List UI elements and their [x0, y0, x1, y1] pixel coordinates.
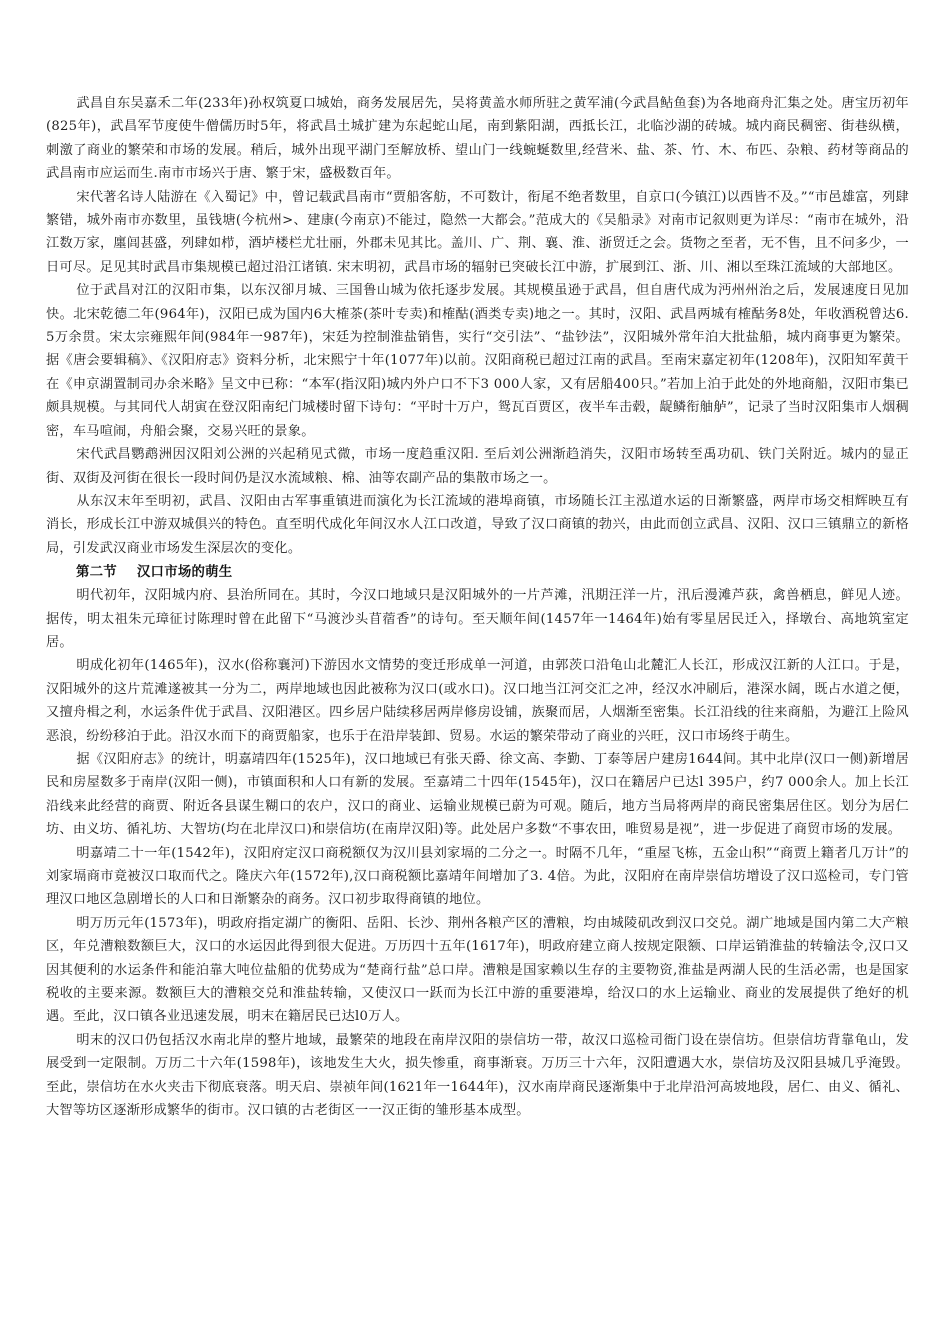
paragraph-wanli-grain-salt: 明万历元年(1573年)，明政府指定湖广的衡阳、岳阳、长沙、荆州各粮产区的漕粮，均由城陵矶改到汉口交兑。湖广地域是国内第二大产粮区，年兑漕粮数额巨大，汉口的水运因此得到很大促进。万历四十五年(1617年)，明政府建立商人按规定限额、口岸运销淮盐的转输法令,汉口又因其便利的水运条件和能泊靠大吨位盐船的优势成为“楚商行盐”总口岸。漕粮是国家赖以生存的主要物资,淮盐是两湖人民的生活必需，也是国家税收的主要来源。数额巨大的漕粮交兑和淮盐转输，又使汉口一跃而为长江中游的重要港埠，给汉口的水上运输业、商业的发展提供了绝好的机遇。至此，汉口镇各业迅速发展，明末在籍居民已达l0万人。: [46, 915, 909, 1025]
section-title: 汉口市场的萌生: [136, 564, 233, 581]
document-page: [46, 92, 909, 1122]
paragraph-hanyang-market: 位于武昌对江的汉阳市集，以东汉卻月城、三国鲁山城为依托逐步发展。其规模虽逊于武昌，但自唐代成为沔州州治之后，发展速度日见加快。北宋乾德二年(964年)，汉阳已成为国内6大榷茶(茶叶专卖)和榷酤(酒类专卖)地之一。其时，汉阳、武昌两城有榷酤务8处，年收酒税曾达6. 5万余贯。宋太宗雍熙年间(984年一987年)，宋廷为控制淮盐销售，实行“交引法”、“盐钞法”，汉阳城外常年泊大批盐船，城内商事更为繁荣。据《唐会要辑稿》、《汉阳府志》资料分析，北宋熙宁十年(1077年)以前。汉阳商税已超过江南的武昌。至南宋嘉定初年(1208年)，汉阳知军黄干在《申京湖置制司办余米略》呈文中已称：“本军(指汉阳)城内外户口不下3 000人家，又有居船400只。”若加上泊于此处的外地商船，汉阳市集已颇具规模。与其同代人胡寅在登汉阳南纪门城楼时留下诗句：“平时十万户，鸳瓦百贾区，夜半车击毂，龊鳞衔舳舻”，记录了当时汉阳集市人烟稠密，车马喧闹，舟船会聚，交易兴旺的景象。: [46, 283, 909, 439]
paragraph-lu-you-account: 宋代著名诗人陆游在《入蜀记》中，曾记载武昌南市“贾船客舫，不可数计，衔尾不绝者数里，自京口(今镇江)以西皆不及。”“市邑雄富，列肆繁错，城外南市亦数里，虽钱塘(今杭州>、建康(今南京)不能过，隐然一大都会。”范成大的《吴船录》对南市记叙则更为详尽：“南市在城外，沿江数万家，廛闾甚盛，列肆如栉，酒垆楼栏尤壮丽，外郡未见其比。盖川、广、荆、襄、淮、浙贸迁之会。货物之至者，无不售，且不问多少，一日可尽。足见其时武昌市集规模已超过沿江诸镇. 宋末明初，武昌市场的辐射已突破长江中游，扩展到江、浙、川、湘以至珠江流域的大部地区。: [46, 189, 909, 275]
section-number: 第二节: [76, 564, 117, 581]
paragraph-chenghua-river-change: 明成化初年(1465年)，汉水(俗称襄河)下游因水文情势的变迁形成单一河道，由郭茨口沿龟山北麓汇人长江，形成汉江新的人江口。于是，汉阳城外的这片荒滩遂被其一分为二，两岸地域也因此被称为汉口(或水口)。汉口地当江河交汇之冲，经汉水冲刷后，港深水阔，既占水道之便，又擅舟楫之利，水运条件优于武昌、汉阳港区。四乡居户陆续移居两岸修房设铺，族聚而居，人烟渐至密集。长江沿线的往来商船，为避江上险风恶浪，纷纷移泊于此。沿汉水而下的商贾船家，也乐于在沿岸装卸、贸易。水运的繁荣带动了商业的兴旺，汉口市场终于萌生。: [46, 658, 909, 744]
paragraph-two-cities: 从东汉末年至明初，武昌、汉阳由古军事重镇进而演化为长江流域的港埠商镇，市场随长江主泓道水运的日渐繁盛，两岸市场交相辉映互有消长，形成长江中游双城俱兴的特色。直至明代成化年间汉水人江口改道，导致了汉口商镇的勃兴，由此而创立武昌、汉阳、汉口三镇鼎立的新格局，引发武汉商业市场发生深层次的变化。: [46, 493, 909, 556]
paragraph-yingwuzhou-decline: 宋代武昌鹦鹉洲因汉阳刘公洲的兴起稍见式微，市场一度趋重汉阳. 至后刘公洲渐趋消失，汉阳市场转至禹功矶、铁门关附近。城内的显正街、双街及河街在很长一段时间仍是汉水流域粮、棉、油等农副产品的集散市场之一。: [46, 447, 909, 486]
paragraph-early-ming: 明代初年，汉阳城内府、县治所同在。其时，今汉口地域只是汉阳城外的一片芦滩，汛期汪洋一片，汛后漫滩芦荻，禽兽栖息，鲜见人迹。据传，明太祖朱元璋征讨陈理时曾在此留下“马渡沙头苜蓿香”的诗句。至天顺年间(1457年一1464年)始有零星居民迁入，择墩台、高地筑室定居。: [46, 588, 909, 650]
section-heading: [46, 560, 909, 584]
paragraph-late-ming: 明末的汉口仍包括汉水南北岸的整片地域，最繁荣的地段在南岸汉阳的崇信坊一带，故汉口巡检司衙门设在崇信坊。但崇信坊背靠龟山，发展受到一定限制。万历二十六年(1598年)，该地发生大火，损失惨重，商事渐衰。万历三十六年，汉阳遭遇大水，崇信坊及汉阳县城几乎淹毁。至此，崇信坊在水火夹击下彻底衰落。明天启、崇祯年间(1621年一1644年)，汉水南岸商民逐渐集中于北岸沿河高坡地段，居仁、由义、循礼、大智等坊区逐渐形成繁华的街市。汉口镇的古老街区一一汉正街的雏形基本成型。: [46, 1032, 909, 1119]
paragraph-commercial-tax: 明嘉靖二十一年(1542年)，汉阳府定汉口商税额仅为汉川县刘家塥的二分之一。时隔不几年，“重屋飞栋，五金山积”“商贾上籍者几万计”的刘家塥商市竟被汉口取而代之。隆庆六年(1572年),汉口商税额比嘉靖年间增加了3. 4倍。为此，汉阳府在南岸崇信坊增设了汉口巡检司，专门管理汉口地区急剧增长的人口和日渐繁杂的商务。汉口初步取得商镇的地位。: [46, 845, 909, 908]
paragraph-wuchang-origins: 武昌自东吴嘉禾二年(233年)孙权筑夏口城始，商务发展居先，吴将黄盖水师所驻之黄军浦(今武昌鲇鱼套)为各地商舟汇集之处。唐宝历初年(825年)，武昌军节度使牛僧儒历时5年，将武昌土城扩建为东起蛇山尾，南到紫阳湖，西抵长江，北临沙湖的砖城。城内商民稠密、街巷纵横，刺激了商业的繁荣和市场的发展。稍后，城外出现平湖门至解放桥、望山门一线蜿蜒数里,经营米、盐、茶、竹、木、布匹、杂粮、药材等商品的武昌南市应运而生.南市市场兴于唐、繁于宋，盛极数百年。: [46, 96, 909, 182]
paragraph-jiajing-statistics: 据《汉阳府志》的统计，明嘉靖四年(1525年)，汉口地域已有张天爵、徐文高、李勤、丁泰等居户建房1644间。其中北岸(汉口一侧)新增居民和房屋数多于南岸(汉阳一侧)，市镇面积和人口有新的发展。至嘉靖二十四年(1545年)，汉口在籍居户已达l 395户，约7 000余人。加上长江沿线来此经营的商贾、附近各县谋生糊口的农户，汉口的商业、运输业规模已蔚为可观。随后，地方当局将两岸的商民密集居住区。划分为居仁坊、由义坊、循礼坊、大智坊(均在北岸汉口)和崇信坊(在南岸汉阳)等。此处居户多数“不事农田，唯贸易是视”，进一步促进了商贸市场的发展。: [46, 751, 909, 838]
